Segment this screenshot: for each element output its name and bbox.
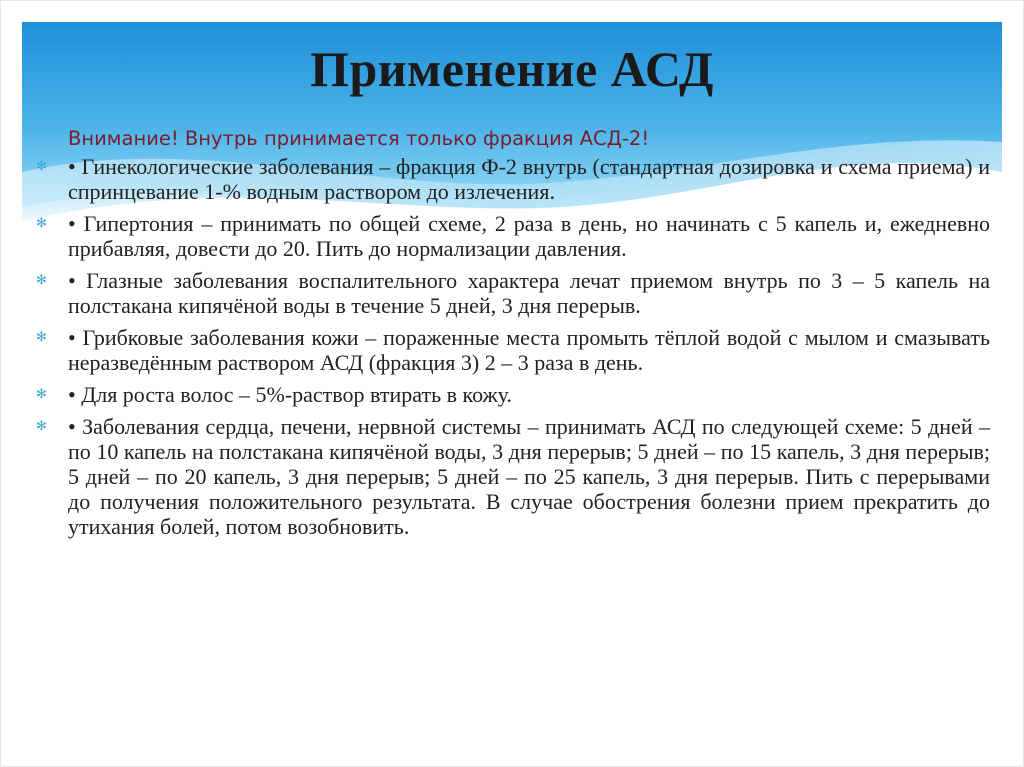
bullet-star-icon: ✻: [36, 419, 47, 434]
bullet-star-icon: ✻: [36, 330, 47, 345]
bullet-star-icon: ✻: [36, 387, 47, 402]
list-item-text: • Глазные заболевания воспалительного характера лечат приемом внутрь по 3 – 5 капель на полстакана кипячёной воды в течение 5 дней, 3 дня перерыв.: [68, 268, 990, 318]
list-item-text: • Грибковые заболевания кожи – пораженные места промыть тёплой водой с мылом и смазывать неразведённым раствором АСД (фракция 3) 2 – 3 раза в день.: [68, 325, 990, 375]
slide-title: Применение АСД: [310, 41, 714, 97]
list-item-text: • Заболевания сердца, печени, нервной системы – принимать АСД по следующей схеме: 5 дней – по 10 капель на полстакана кипячёной воды, 3 дня перерыв; 5 дней – по 15 капель, 3 дня перерыв; 5 дней – по 20 капель, 3 дня перерыв; 5 дней – по 25 капель, 3 дня перерыв. Пить с перерывами до получения положительного результата. В случае обострения болезни прием прекратить до утихания болей, потом возобновить.: [68, 414, 990, 539]
list-item: [34, 211, 990, 261]
warning-text: Внимание! Внутрь принимается только фракция АСД-2!: [68, 127, 650, 150]
bullet-star-icon: ✻: [36, 273, 47, 288]
bullet-star-icon: ✻: [36, 159, 47, 174]
list-item: [34, 154, 990, 204]
list-item-text: • Гинекологические заболевания – фракция Ф-2 внутрь (стандартная дозировка и схема приема) и спринцевание 1-% водным раствором до излечения.: [68, 154, 990, 204]
bullet-star-icon: ✻: [36, 216, 47, 231]
list-item: [34, 325, 990, 375]
list-item: [34, 414, 990, 539]
list-item: [34, 382, 990, 407]
list-item-text: • Гипертония – принимать по общей схеме, 2 раза в день, но начинать с 5 капель и, ежедневно прибавляя, довести до 20. Пить до нормализации давления.: [68, 211, 990, 261]
list-item-text: • Для роста волос – 5%-раствор втирать в кожу.: [68, 382, 513, 407]
list-item: [34, 268, 990, 318]
slide-content: [34, 126, 990, 546]
